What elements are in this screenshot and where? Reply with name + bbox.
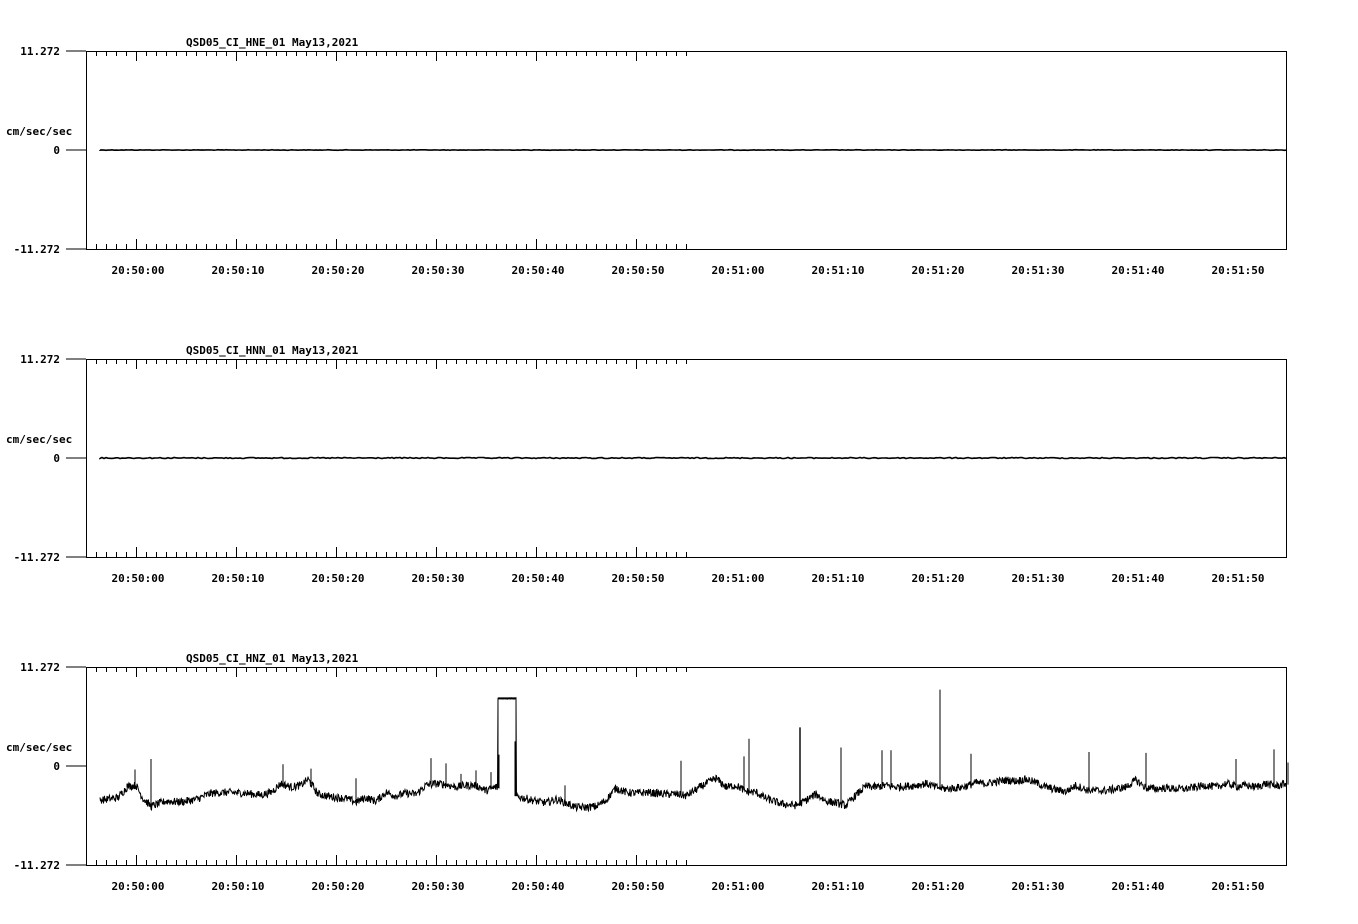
x-tick-label: 20:50:50 — [611, 572, 665, 585]
waveform-trace — [100, 458, 1286, 459]
x-tick-label: 20:50:10 — [211, 880, 265, 893]
panel-3 — [6, 652, 1288, 893]
panel-1 — [6, 36, 1287, 277]
y-tick-label: -11.272 — [13, 859, 60, 872]
x-tick-label: 20:51:40 — [1111, 880, 1165, 893]
x-tick-label: 20:50:40 — [511, 572, 565, 585]
plot-frame — [87, 668, 1287, 866]
x-tick-label: 20:51:30 — [1011, 572, 1065, 585]
y-tick-label: 11.272 — [20, 353, 60, 366]
y-tick-label: 0 — [53, 452, 60, 465]
x-tick-label: 20:51:30 — [1011, 880, 1065, 893]
panel-title: QSD05_CI_HNE_01 May13,2021 — [186, 36, 359, 49]
y-tick-label: 0 — [53, 760, 60, 773]
y-axis-label: cm/sec/sec — [6, 433, 73, 446]
x-tick-label: 20:50:10 — [211, 572, 265, 585]
x-tick-label: 20:50:50 — [611, 880, 665, 893]
x-tick-label: 20:50:20 — [311, 572, 365, 585]
x-tick-label: 20:51:20 — [911, 880, 965, 893]
x-tick-label: 20:50:30 — [411, 572, 465, 585]
x-tick-label: 20:50:40 — [511, 264, 565, 277]
x-tick-label: 20:50:50 — [611, 264, 665, 277]
panel-title: QSD05_CI_HNZ_01 May13,2021 — [186, 652, 359, 665]
y-tick-label: 0 — [53, 144, 60, 157]
x-tick-label: 20:51:10 — [811, 264, 865, 277]
x-tick-label: 20:51:20 — [911, 264, 965, 277]
x-tick-label: 20:51:50 — [1211, 264, 1265, 277]
panel-title: QSD05_CI_HNN_01 May13,2021 — [186, 344, 359, 357]
x-tick-label: 20:51:40 — [1111, 572, 1165, 585]
x-tick-label: 20:51:20 — [911, 572, 965, 585]
x-tick-label: 20:50:30 — [411, 264, 465, 277]
panel-2 — [6, 344, 1287, 585]
y-axis-label: cm/sec/sec — [6, 125, 73, 138]
x-tick-label: 20:50:10 — [211, 264, 265, 277]
x-tick-label: 20:51:00 — [711, 264, 765, 277]
x-tick-label: 20:51:00 — [711, 572, 765, 585]
x-tick-label: 20:50:20 — [311, 264, 365, 277]
x-tick-label: 20:51:30 — [1011, 264, 1065, 277]
waveform-trace — [100, 698, 1286, 811]
x-tick-label: 20:50:00 — [111, 880, 165, 893]
y-tick-label: -11.272 — [13, 551, 60, 564]
x-tick-label: 20:51:10 — [811, 572, 865, 585]
x-tick-label: 20:50:00 — [111, 572, 165, 585]
x-tick-label: 20:51:10 — [811, 880, 865, 893]
x-tick-label: 20:51:50 — [1211, 572, 1265, 585]
y-tick-label: 11.272 — [20, 661, 60, 674]
x-tick-label: 20:50:00 — [111, 264, 165, 277]
y-tick-label: -11.272 — [13, 243, 60, 256]
y-axis-label: cm/sec/sec — [6, 741, 73, 754]
x-tick-label: 20:50:40 — [511, 880, 565, 893]
x-tick-label: 20:50:30 — [411, 880, 465, 893]
x-tick-label: 20:51:40 — [1111, 264, 1165, 277]
x-tick-label: 20:50:20 — [311, 880, 365, 893]
x-tick-label: 20:51:00 — [711, 880, 765, 893]
y-tick-label: 11.272 — [20, 45, 60, 58]
x-tick-label: 20:51:50 — [1211, 880, 1265, 893]
waveform-trace — [100, 150, 1286, 151]
